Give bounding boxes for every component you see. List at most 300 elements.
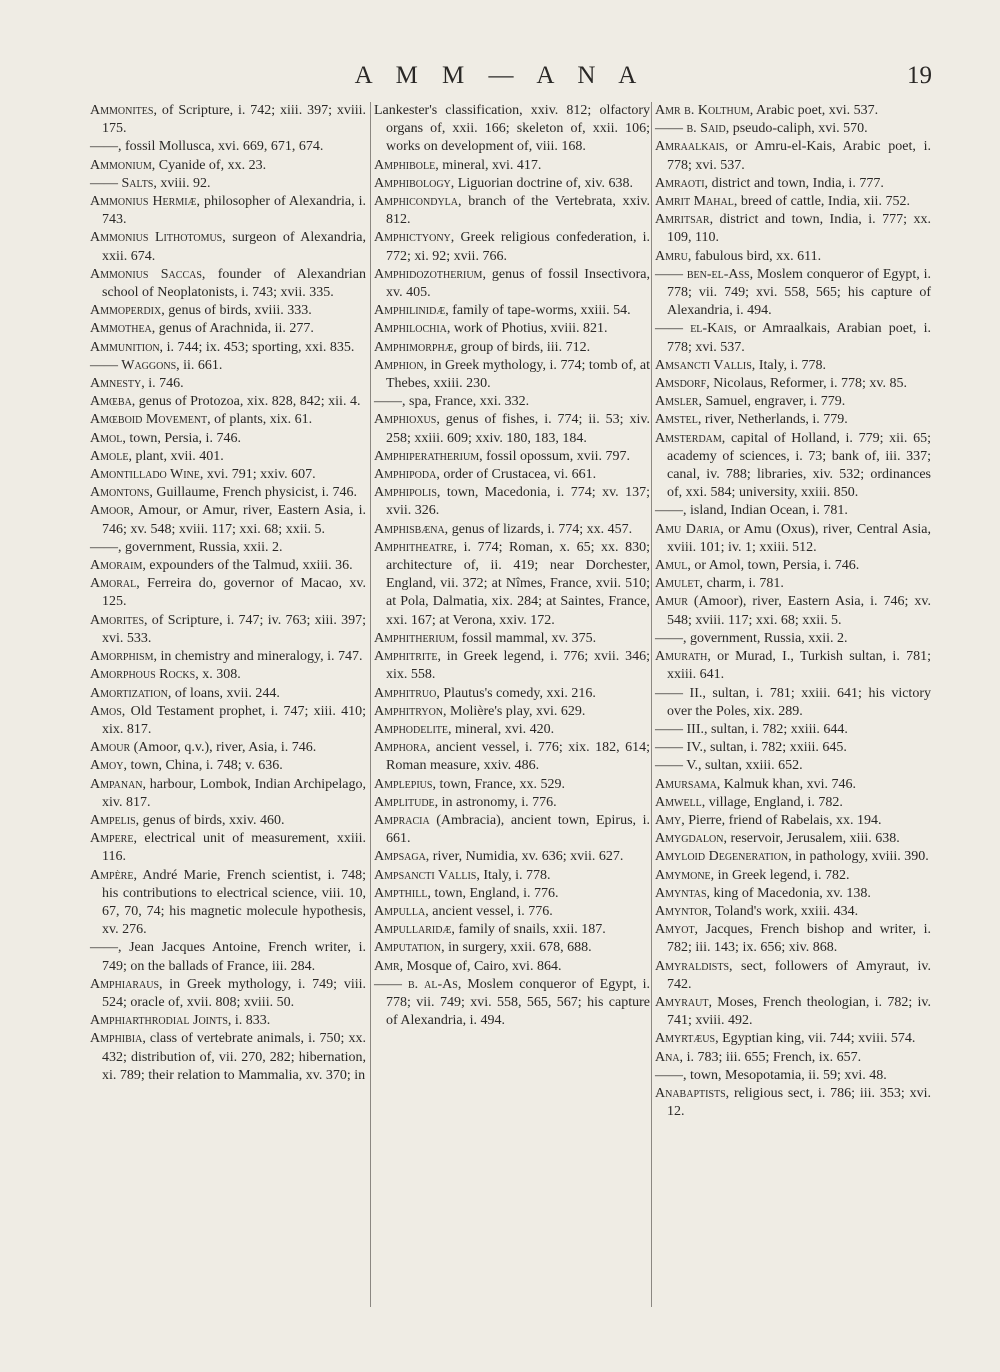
entry-references: Italy, i. 778. <box>479 867 551 883</box>
index-entry <box>90 666 366 684</box>
entry-references: town, Macedonia, i. 774; xv. 137; xvii. 326. <box>386 485 650 519</box>
entry-headword: Amwell, <box>655 794 706 810</box>
entry-headword: Amoy, <box>90 758 127 774</box>
entry-references: in Greek legend, i. 776; xvii. 346; xix. 558. <box>386 649 650 683</box>
entry-references: genus of birds, xxiv. 460. <box>139 812 285 828</box>
index-entry <box>655 1067 931 1085</box>
entry-references: work of Photius, xviii. 821. <box>450 321 608 337</box>
entry-headword: Amphodelite, <box>374 721 452 737</box>
index-entry <box>374 776 650 794</box>
entry-headword: ——, <box>655 630 687 646</box>
entry-headword: Amsancti Vallis, <box>655 357 756 373</box>
entry-references: in astronomy, i. 776. <box>438 794 557 810</box>
entry-references: government, Russia, xxii. 2. <box>121 539 283 555</box>
index-entry <box>655 357 931 375</box>
entry-headword: —— Salts, <box>90 175 157 191</box>
index-column-1 <box>90 102 366 1085</box>
entry-headword: Amoral, <box>90 576 140 592</box>
entry-headword: Amphioxus, <box>374 412 440 428</box>
index-entry <box>374 794 650 812</box>
entry-headword: Amsterdam, <box>655 430 726 446</box>
entry-headword: Amol, <box>90 430 126 446</box>
entry-references: in Greek legend, i. 782. <box>714 867 850 883</box>
entry-references: i. 774; Roman, x. 65; xx. 830; architecture of, ii. 419; near Dorchester, England, vii. 372; at Nîmes, France, xvii. 510; at Pola, Dalmatia, xix. 284; at Saintes, France, xxi. 167; at Verona, xxiv. 172. <box>386 539 650 628</box>
entry-headword: Amorphous Rocks, <box>90 667 199 683</box>
index-entry <box>374 721 650 739</box>
entry-headword: Ampulla, <box>374 903 429 919</box>
entry-references: spa, France, xxi. 332. <box>405 394 530 410</box>
index-entry <box>90 867 366 940</box>
index-entry <box>90 448 366 466</box>
entry-references: class of vertebrate animals, i. 750; xx. 432; distribution of, vii. 270, 282; hibernation, xi. 789; their relation to Mammalia, xv. 370; in <box>102 1031 366 1083</box>
entry-headword: Ammoperdix, <box>90 303 165 319</box>
entry-headword: ——, <box>90 139 122 155</box>
index-entry <box>655 776 931 794</box>
entry-headword: Amphiarthrodial Joints, <box>90 1013 232 1029</box>
entry-headword: Amphitherium, <box>374 630 459 646</box>
index-entry <box>655 794 931 812</box>
entry-headword: Amsler, <box>655 394 702 410</box>
index-entry <box>374 102 650 157</box>
entry-references: of Scripture, i. 742; xiii. 397; xviii. 175. <box>102 103 366 137</box>
entry-references: breed of cattle, India, xii. 752. <box>737 194 910 210</box>
index-entry <box>655 393 931 411</box>
index-entry <box>90 302 366 320</box>
index-entry <box>655 375 931 393</box>
entry-references: of Scripture, i. 747; iv. 763; xiii. 397; xvi. 533. <box>102 612 366 646</box>
entry-references: river, Netherlands, i. 779. <box>701 412 848 428</box>
entry-references: III., sultan, i. 782; xxiii. 644. <box>683 721 848 737</box>
entry-headword: Amphictyony, <box>374 230 455 246</box>
entry-references: i. 783; iii. 655; French, ix. 657. <box>683 1049 862 1065</box>
index-entry <box>655 1030 931 1048</box>
index-entry <box>90 339 366 357</box>
entry-headword: Amole, <box>90 448 132 464</box>
entry-references: in chemistry and mineralogy, i. 747. <box>156 649 363 665</box>
entry-headword: Amoor, <box>90 503 134 519</box>
entry-references: mineral, xvi. 420. <box>451 721 555 737</box>
entry-headword: Amnesty, <box>90 376 145 392</box>
index-entry <box>655 867 931 885</box>
index-entry <box>655 248 931 266</box>
entry-headword: Ampracia <box>374 812 430 828</box>
entry-references: order of Crustacea, vi. 661. <box>439 467 597 483</box>
entry-references: ancient vessel, i. 776. <box>428 903 553 919</box>
index-entry <box>655 1049 931 1067</box>
column-divider <box>370 102 371 1307</box>
entry-headword: —— <box>655 685 683 701</box>
entry-references: Cyanide of, xx. 23. <box>155 157 267 173</box>
entry-references: or Amol, town, Persia, i. 746. <box>690 558 860 574</box>
entry-headword: Amphora, <box>374 740 431 756</box>
entry-headword: Amraoti, <box>655 175 709 191</box>
index-entry <box>655 320 931 356</box>
entry-headword: Amphitryon, <box>374 703 447 719</box>
index-entry <box>374 976 650 1031</box>
entry-headword: Amyrtæus, <box>655 1031 719 1047</box>
index-entry <box>90 976 366 1012</box>
index-entry <box>90 229 366 265</box>
entry-references: capital of Holland, i. 779; xii. 65; academy of sciences, i. 73; bank of, iii. 337; canal, iv. 788; libraries, xiv. 532; ordinances of, xxi. 584; university, xxiii. 850. <box>667 430 931 501</box>
entry-headword: Ana, <box>655 1049 684 1065</box>
entry-references: Toland's work, xxiii. 434. <box>711 903 859 919</box>
page-number: 19 <box>907 62 932 89</box>
entry-references: or Amraalkais, Arabian poet, i. 778; xvi. 537. <box>667 321 931 355</box>
entry-references: x. 308. <box>198 667 241 683</box>
entry-references: ancient vessel, i. 776; xix. 182, 614; Roman measure, xxiv. 486. <box>386 740 650 774</box>
entry-headword: Amru, <box>655 248 692 264</box>
entry-headword: Amyraut, <box>655 994 712 1010</box>
entry-headword: Amyot, <box>655 922 699 938</box>
index-entry <box>374 739 650 775</box>
entry-references: (Ambracia), ancient town, Epirus, i. 661. <box>386 812 650 847</box>
entry-headword: Amplepius, <box>374 776 436 792</box>
entry-headword: Amursama, <box>655 776 721 792</box>
entry-headword: Amr b. Kolthum, <box>655 103 754 118</box>
index-entry <box>90 411 366 429</box>
index-entry <box>374 958 650 976</box>
index-entry <box>374 302 650 320</box>
index-entry <box>374 448 650 466</box>
index-entry <box>374 193 650 229</box>
entry-references: xvi. 791; xxiv. 607. <box>203 467 316 483</box>
index-entry <box>90 776 366 812</box>
index-entry <box>374 939 650 957</box>
index-entry <box>90 502 366 538</box>
entry-references: genus of fossil Insectivora, xv. 405. <box>386 266 650 301</box>
index-entry <box>374 539 650 630</box>
index-entry <box>90 739 366 757</box>
entry-references: Lankester's classification, xxiv. 812; olfactory organs of, xxii. 166; skeleton of, xxii. 106; works on development of, viii. 168. <box>374 103 650 155</box>
index-entry <box>374 484 650 520</box>
entry-headword: Amoraim, <box>90 558 146 574</box>
entry-headword: Amœba, <box>90 394 136 410</box>
entry-references: II., sultan, i. 781; xxiii. 641; his victory over the Poles, xix. 289. <box>667 685 931 719</box>
index-entry <box>655 211 931 247</box>
index-entry <box>655 721 931 739</box>
entry-headword: Amorites, <box>90 612 148 628</box>
index-entry <box>374 921 650 939</box>
entry-references: Guillaume, French physicist, i. 746. <box>152 485 358 501</box>
index-entry <box>655 557 931 575</box>
entry-references: branch of the Vertebrata, xxiv. 812. <box>386 194 650 228</box>
entry-headword: —— <box>655 758 683 774</box>
index-entry <box>374 703 650 721</box>
entry-headword: Ampanan, <box>90 776 147 792</box>
entry-references: fossil opossum, xvii. 797. <box>482 448 631 464</box>
entry-references: family of snails, xxii. 187. <box>454 922 606 938</box>
index-entry <box>655 411 931 429</box>
entry-references: or Amru-el-Kais, Arabic poet, i. 778; xvi. 537. <box>667 139 931 173</box>
entry-references: Moslem conqueror of Egypt, i. 778; vii. 749; xvi. 558, 565, 567; his capture of Alexandria, i. 494. <box>386 976 650 1029</box>
entry-references: in surgery, xxii. 678, 688. <box>444 940 592 956</box>
entry-references: Arabic poet, xvi. 537. <box>753 103 879 118</box>
index-entry <box>374 357 650 393</box>
index-entry <box>374 466 650 484</box>
entry-headword: Ampsaga, <box>374 849 430 865</box>
index-entry <box>655 102 931 120</box>
entry-headword: Amyntor, <box>655 903 712 919</box>
entry-references: in Greek mythology, i. 774; tomb of, at Thebes, xxiii. 230. <box>386 357 650 392</box>
entry-headword: Amplitude, <box>374 794 439 810</box>
index-entry <box>90 430 366 448</box>
index-entry <box>90 703 366 739</box>
entry-references: ii. 661. <box>179 357 223 373</box>
index-entry <box>90 648 366 666</box>
entry-references: IV., sultan, i. 782; xxiii. 645. <box>683 740 847 756</box>
entry-references: fabulous bird, xx. 611. <box>691 248 822 264</box>
entry-headword: ——, <box>374 394 406 410</box>
index-entry <box>655 921 931 957</box>
entry-references: fossil mammal, xv. 375. <box>458 630 597 646</box>
index-entry <box>374 266 650 302</box>
entry-references: district and town, India, i. 777. <box>708 175 884 191</box>
entry-headword: Amyloid Degeneration, <box>655 849 792 865</box>
index-entry <box>90 575 366 611</box>
entry-references: V., sultan, xxiii. 652. <box>683 758 803 774</box>
index-entry <box>90 1030 366 1085</box>
entry-references: in Greek mythology, i. 749; viii. 524; oracle of, xvii. 808; xviii. 50. <box>102 976 366 1010</box>
index-entry <box>90 939 366 975</box>
entry-references: Moses, French theologian, i. 782; iv. 741; xviii. 492. <box>667 994 931 1029</box>
entry-headword: Amphibole, <box>374 157 439 173</box>
index-entry <box>90 757 366 775</box>
entry-references: i. 744; ix. 453; sporting, xxi. 835. <box>163 339 355 355</box>
entry-headword: Amphion, <box>374 357 428 373</box>
entry-headword: Amphitruo, <box>374 685 440 701</box>
entry-references: town, Persia, i. 746. <box>125 430 241 446</box>
column-divider <box>651 102 652 1307</box>
index-column-2 <box>374 102 650 1030</box>
entry-references: or Amu (Oxus), river, Central Asia, xviii. 101; iv. 1; xxiii. 512. <box>667 521 931 555</box>
entry-headword: Amontons, <box>90 485 153 501</box>
index-entry <box>90 557 366 575</box>
index-entry <box>374 339 650 357</box>
entry-references: founder of Alexandrian school of Neoplatonists, i. 743; xvii. 335. <box>102 266 366 301</box>
entry-headword: Amphipolis, <box>374 485 441 501</box>
entry-headword: —— ben-el-Ass, <box>655 266 754 282</box>
index-entry <box>90 157 366 175</box>
entry-references: town, China, i. 748; v. 636. <box>126 758 283 774</box>
index-entry <box>655 593 931 629</box>
entry-headword: Amulet, <box>655 576 704 592</box>
index-entry <box>655 958 931 994</box>
entry-headword: Amorphism, <box>90 649 157 665</box>
entry-references: or Murad, I., Turkish sultan, i. 781; xxiii. 641. <box>667 649 931 683</box>
entry-references: Kalmuk khan, xvi. 746. <box>720 776 857 792</box>
entry-references: of plants, xix. 61. <box>210 412 313 428</box>
index-entry <box>90 393 366 411</box>
entry-headword: —— Waggons, <box>90 357 180 373</box>
entry-headword: Amy, <box>655 812 685 828</box>
entry-references: Italy, i. 778. <box>755 357 826 373</box>
entry-references: genus of Arachnida, ii. 277. <box>155 321 314 337</box>
entry-headword: Ampthill, <box>374 885 431 901</box>
index-entry <box>655 848 931 866</box>
index-entry <box>374 157 650 175</box>
entry-headword: Amymone, <box>655 867 715 883</box>
entry-headword: —— <box>655 740 683 756</box>
index-entry <box>374 393 650 411</box>
index-entry <box>90 685 366 703</box>
entry-references: xviii. 92. <box>156 175 211 191</box>
index-entry <box>374 630 650 648</box>
index-entry <box>374 648 650 684</box>
entry-references: André Marie, French scientist, i. 748; his contributions to electrical science, viii. 10, 67, 70, 74; his magnetic molecule hypothesis, xv. 276. <box>102 867 366 938</box>
entry-headword: Amphimorphæ, <box>374 339 458 355</box>
entry-references: (Amoor), river, Eastern Asia, i. 746; xv. 548; xviii. 117; xxi. 68; xxii. 5. <box>667 594 931 628</box>
entry-headword: Amphidozotherium, <box>374 266 486 282</box>
running-head: A M M — A N A <box>354 62 646 89</box>
entry-headword: Amrit Mahal, <box>655 194 738 210</box>
entry-references: genus of lizards, i. 774; xx. 457. <box>448 521 633 537</box>
entry-references: philosopher of Alexandria, i. 743. <box>102 194 367 228</box>
entry-references: island, Indian Ocean, i. 781. <box>686 503 848 519</box>
entry-references: Plautus's comedy, xxi. 216. <box>439 685 596 701</box>
entry-headword: Amritsar, <box>655 212 714 228</box>
entry-references: Molière's play, xvi. 629. <box>446 703 586 719</box>
entry-headword: Amstel, <box>655 412 702 428</box>
index-entry <box>374 411 650 447</box>
entry-references: district and town, India, i. 777; xx. 109, 110. <box>667 212 931 246</box>
entry-headword: Amr, <box>374 958 404 974</box>
entry-references: Amour, or Amur, river, Eastern Asia, i. 746; xv. 548; xviii. 117; xxi. 68; xxii. 5. <box>102 503 366 537</box>
entry-references: Moslem conqueror of Egypt, i. 778; vii. 749; xvi. 558, 565; his capture of Alexandria, i. 494. <box>667 266 931 319</box>
entry-headword: Ampullaridæ, <box>374 922 455 938</box>
index-entry <box>90 375 366 393</box>
entry-references: Ferreira do, governor of Macao, xv. 125. <box>102 576 366 610</box>
index-entry <box>655 138 931 174</box>
entry-headword: Ammonius Saccas, <box>90 266 206 282</box>
entry-headword: Amyntas, <box>655 885 711 901</box>
entry-references: charm, i. 781. <box>703 576 784 592</box>
entry-references: expounders of the Talmud, xxiii. 36. <box>145 558 353 574</box>
entry-references: Pierre, friend of Rabelais, xx. 194. <box>684 812 882 828</box>
index-entry <box>655 175 931 193</box>
index-entry <box>655 1085 931 1121</box>
entry-headword: ——, <box>655 503 687 519</box>
entry-headword: Amu Daria, <box>655 521 724 537</box>
index-entry <box>90 612 366 648</box>
entry-headword: ——, <box>90 539 122 555</box>
entry-headword: —— b. Said, <box>655 121 730 137</box>
index-entry <box>655 575 931 593</box>
entry-headword: Ampsancti Vallis, <box>374 867 480 883</box>
index-entry <box>655 812 931 830</box>
entry-references: plant, xvii. 401. <box>131 448 224 464</box>
entry-headword: —— b. al-As, <box>374 976 462 992</box>
entry-headword: Amurath, <box>655 649 711 665</box>
entry-references: Jacques, French bishop and writer, i. 782; iii. 143; ix. 656; xiv. 868. <box>667 922 931 956</box>
entry-headword: Amur <box>655 594 688 610</box>
index-column-3 <box>655 102 931 1121</box>
entry-headword: Ammonius Hermiæ, <box>90 194 200 210</box>
entry-references: Liguorian doctrine of, xiv. 638. <box>454 175 633 191</box>
entry-references: electrical unit of measurement, xxiii. 116. <box>102 831 366 865</box>
entry-headword: Amphilinidæ, <box>374 303 449 319</box>
entry-headword: Anabaptists, <box>655 1085 730 1101</box>
entry-headword: Amputation, <box>374 940 445 956</box>
index-entry <box>655 739 931 757</box>
index-entry <box>655 521 931 557</box>
entry-references: village, England, i. 782. <box>705 794 843 810</box>
entry-references: Egyptian king, vii. 744; xviii. 574. <box>718 1031 916 1047</box>
entry-references: king of Macedonia, xv. 138. <box>710 885 871 901</box>
index-entry <box>655 648 931 684</box>
index-entry <box>655 120 931 138</box>
entry-references: Samuel, engraver, i. 779. <box>701 394 846 410</box>
index-entry <box>90 193 366 229</box>
entry-headword: Ampelis, <box>90 812 140 828</box>
entry-references: mineral, xvi. 417. <box>438 157 542 173</box>
entry-headword: Ammonius Lithotomus, <box>90 230 226 246</box>
entry-headword: Amphitrite, <box>374 649 441 665</box>
index-entry <box>655 757 931 775</box>
index-entry <box>90 357 366 375</box>
entry-references: group of birds, iii. 712. <box>457 339 591 355</box>
entry-headword: Amraalkais, <box>655 139 729 155</box>
entry-headword: Ammonium, <box>90 157 156 173</box>
index-entry <box>655 830 931 848</box>
index-entry <box>374 903 650 921</box>
index-entry <box>90 484 366 502</box>
entry-headword: Amphipoda, <box>374 467 440 483</box>
index-entry <box>374 885 650 903</box>
entry-references: river, Numidia, xv. 636; xvii. 627. <box>429 849 624 865</box>
index-entry <box>90 138 366 156</box>
entry-references: government, Russia, xxii. 2. <box>686 630 848 646</box>
index-entry <box>90 830 366 866</box>
entry-headword: Amphilochia, <box>374 321 451 337</box>
entry-references: family of tape-worms, xxiii. 54. <box>448 303 631 319</box>
entry-references: in pathology, xviii. 390. <box>791 849 929 865</box>
index-entry <box>655 994 931 1030</box>
entry-references: Nicolaus, Reformer, i. 778; xv. 85. <box>709 376 907 392</box>
entry-headword: Amontillado Wine, <box>90 467 204 483</box>
entry-headword: Amphiaraus, <box>90 976 163 992</box>
index-entry <box>655 885 931 903</box>
index-entry <box>90 175 366 193</box>
index-columns <box>86 102 932 1322</box>
entry-references: Greek religious confederation, i. 772; xi. 92; xvii. 766. <box>386 230 650 264</box>
entry-references: genus of birds, xviii. 333. <box>164 303 312 319</box>
entry-headword: Amygdalon, <box>655 831 727 847</box>
index-entry <box>90 539 366 557</box>
entry-headword: Amphibology, <box>374 175 455 191</box>
index-entry <box>90 466 366 484</box>
page-header <box>0 60 1000 100</box>
entry-headword: Amour <box>90 740 131 756</box>
entry-headword: Amortization, <box>90 685 172 701</box>
index-entry <box>655 903 931 921</box>
entry-headword: Amos, <box>90 703 126 719</box>
entry-headword: Amul, <box>655 558 691 574</box>
index-entry <box>374 175 650 193</box>
entry-references: genus of Protozoa, xix. 828, 842; xii. 4. <box>135 394 361 410</box>
entry-references: genus of fishes, i. 774; ii. 53; xiv. 258; xxiii. 609; xxiv. 180, 183, 184. <box>386 412 650 446</box>
entry-references: i. 746. <box>144 376 184 392</box>
entry-references: sect, followers of Amyraut, iv. 742. <box>667 958 931 992</box>
entry-references: harbour, Lombok, Indian Archipelago, xiv. 817. <box>102 776 366 810</box>
entry-references: (Amoor, q.v.), river, Asia, i. 746. <box>130 740 317 756</box>
entry-headword: Amphicondyla, <box>374 194 462 210</box>
index-entry <box>655 430 931 503</box>
index-entry <box>655 502 931 520</box>
entry-headword: Amœboid Movement, <box>90 412 211 428</box>
entry-headword: —— <box>655 721 683 737</box>
index-entry <box>374 320 650 338</box>
entry-references: Jean Jacques Antoine, French writer, i. 749; on the ballads of France, iii. 284. <box>102 940 366 974</box>
